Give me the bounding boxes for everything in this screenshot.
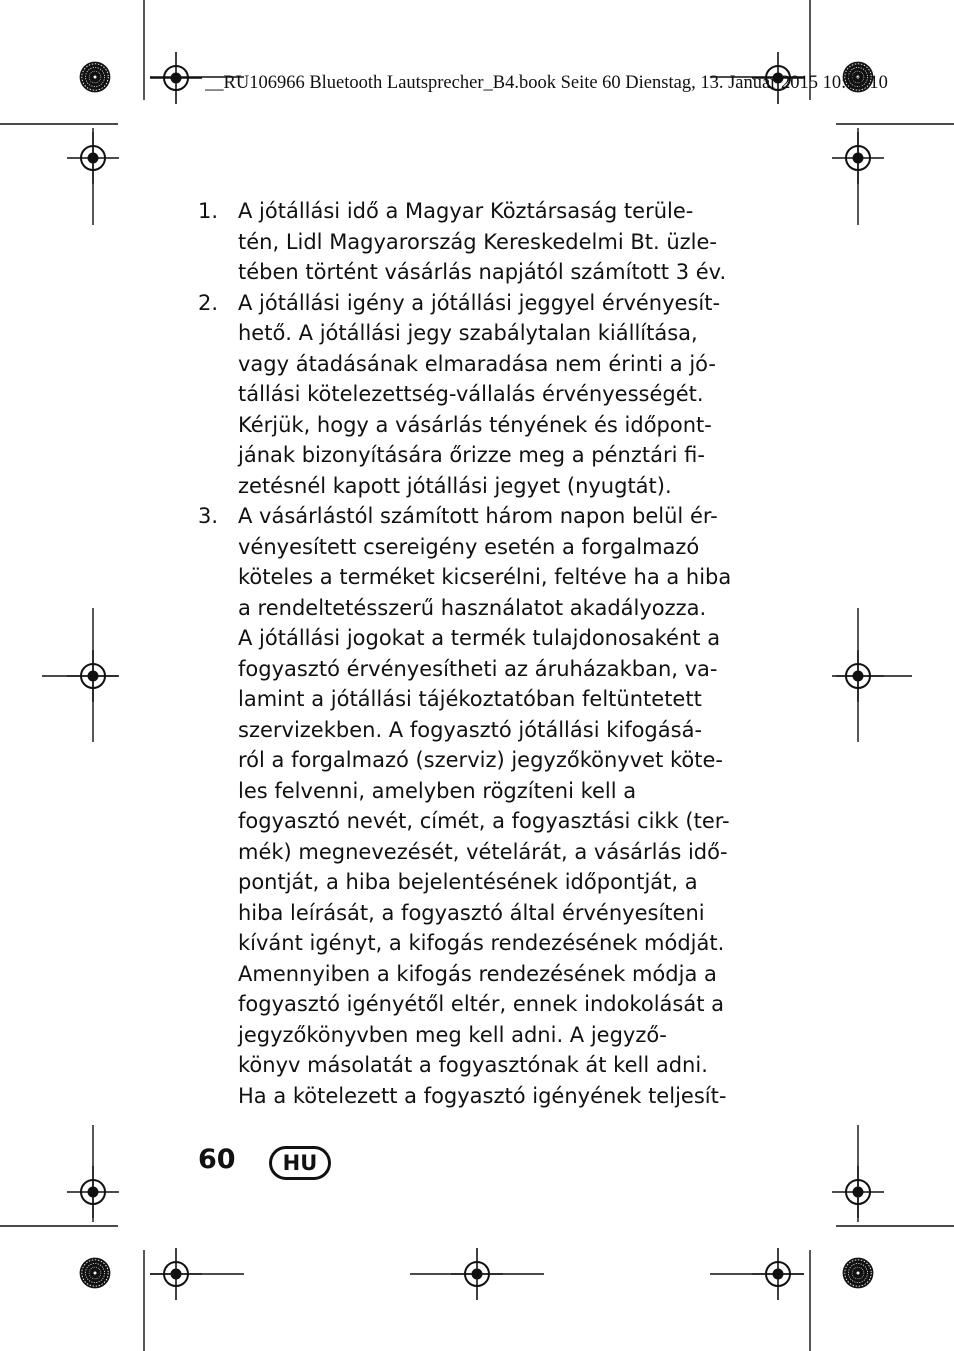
text-line: A jótállási jogokat a termék tulajdonosaként a [238,626,721,650]
text-line: ról a forgalmazó (szerviz) jegyzőkönyvet köte- [238,748,723,772]
text-line: A vásárlástól számított három napon belül ér- [238,504,718,528]
page-number: 60 [198,1144,236,1175]
text-line: jegyzőkönyvben meg kell adni. A jegyző- [238,1022,667,1047]
text-line: köteles a terméket kicserélni, feltéve ha a hiba [238,565,732,589]
list-item [198,288,738,502]
text-line: tén, Lidl Magyarország Kereskedelmi Bt. üzle- [238,229,718,254]
text-line: A jótállási idő a Magyar Köztársaság terüle- [238,199,694,223]
print-header-slug: __RU106966 Bluetooth Lautsprecher_B4.book Seite 60 Dienstag, 13. Januar 2015 10:31 10 [205,73,888,93]
text-line: Amennyiben a kifogás rendezésének módja a [238,961,717,986]
text-line: vényesített csereigény esetén a forgalmazó [238,534,700,559]
text-line: les felvenni, amelyben rögzíteni kell a [238,778,637,803]
text-line: jának bizonyítására őrizze meg a pénztári fi- [238,443,705,467]
text-line: fogyasztó igényétől eltér, ennek indokolását a [238,992,724,1016]
text-line: hető. A jótállási jegy szabálytalan kiállítása, [238,321,698,345]
text-line: pontját, a hiba bejelentésének időpontját, a [238,870,698,894]
text-line: vagy átadásának elmaradása nem érinti a jó- [238,351,716,376]
list-item [198,196,738,288]
list-item-number: 2. [198,290,219,315]
list-item [198,501,738,1111]
text-line: tállási kötelezettség-vállalás érvényességét. [238,382,704,406]
text-line: tében történt vásárlás napjától számított 3 év. [238,260,727,284]
text-line: lamint a jótállási tájékoztatóban feltüntetett [238,687,702,711]
text-line: hiba leírását, a fogyasztó által érvényesíteni [238,900,705,925]
list-item-number: 3. [198,504,219,528]
text-line: Ha a kötelezett a fogyasztó igényének teljesít- [238,1083,727,1108]
list-item-number: 1. [198,199,219,223]
text-line: A jótállási igény a jótállási jeggyel érvényesít- [238,290,721,315]
text-line: zetésnél kapott jótállási jegyet (nyugtát). [238,473,672,498]
text-line: könyv másolatát a fogyasztónak át kell adni. [238,1053,708,1077]
text-line: fogyasztó érvényesítheti az áruházakban, va- [238,656,718,681]
language-badge: HU [269,1146,331,1180]
text-line: kívánt igényt, a kifogás rendezésének módját. [238,931,725,955]
text-line: szervizekben. A fogyasztó jótállási kifogásá- [238,717,703,742]
text-line: fogyasztó nevét, címét, a fogyasztási cikk (ter- [238,809,730,833]
text-line: mék) megnevezését, vételárát, a vásárlás idő- [238,839,728,864]
text-line: Kérjük, hogy a vásárlás tényének és időpont- [238,412,712,437]
warranty-terms-list [198,196,738,1111]
text-line: a rendeltetésszerű használatot akadályozza. [238,595,707,620]
